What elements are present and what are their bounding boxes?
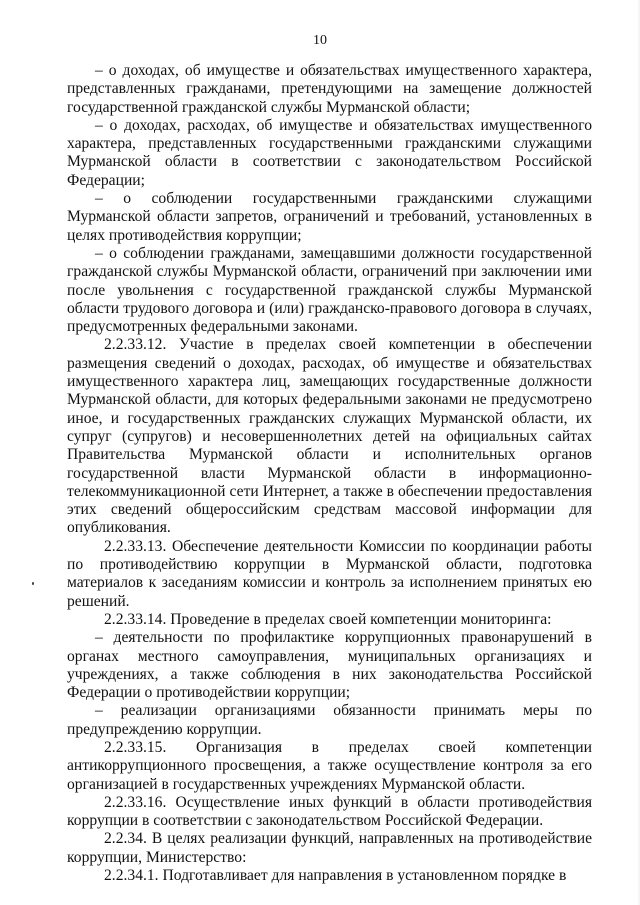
paragraph-clause-2-2-33-14: 2.2.33.14. Проведение в пределах своей компетенции мониторинга:: [104, 610, 552, 628]
paragraph-clause-2-2-33-16: 2.2.33.16. Осуществление иных функций в области противодействия коррупции в соответствии с законодательством Российской Федерации.: [67, 793, 592, 830]
paragraph-dash-item: – о доходах, об имуществе и обязательствах имущественного характера, представленных гражданами, претендующими на замещение должностей государственной гражданской службы Мурманской области;: [67, 62, 592, 116]
paragraph-clause-2-2-34-1: 2.2.34.1. Подготавливает для направления в установленном порядке в: [104, 867, 567, 885]
document-body: [67, 62, 592, 885]
paragraph-dash-item: – о соблюдении гражданами, замещавшими должности государственной гражданской службы Мурманской области, ограничений при заключении ими после увольнения с государственной гражданской службы Мурманской области трудового договора и (или) гражданско-правового договора в случаях, предусмотренных федеральными законами.: [67, 244, 592, 336]
paragraph-dash-item: – о соблюдении государственными гражданскими служащими Мурманской области запретов, ограничений и требований, установленных в целях противодействия коррупции;: [67, 190, 592, 244]
paragraph-dash-item: – деятельности по профилактике коррупционных правонарушений в органах местного самоуправления, муниципальных организациях и учреждениях, а также соблюдения в них законодательства Российской Федерации о противодействии коррупции;: [67, 629, 592, 702]
page-number: 10: [313, 33, 327, 48]
paragraph-clause-2-2-33-15: 2.2.33.15. Организация в пределах своей компетенции антикоррупционного просвещения, а также осуществление контроля за его организацией в государственных учреждениях Мурманской области.: [67, 738, 592, 793]
paragraph-clause-2-2-33-12: 2.2.33.12. Участие в пределах своей компетенции в обеспечении размещения сведений о доходах, расходах, об имуществе и обязательствах имущественного характера лиц, замещающих государственные должности Мурманской области, для которых федеральными законами не предусмотрено иное, и государственных гражданских служащих Мурманской области, их супруг (супругов) и несовершеннолетних детей на официальных сайтах Правительства Мурманской области и исполнительных органов государственной власти Мурманской области в информационно-телекоммуникационной сети Интернет, а также в обеспечении предоставления этих сведений общероссийским средствам массовой информации для опубликования.: [67, 336, 592, 537]
scan-speck: [32, 582, 34, 585]
paragraph-clause-2-2-33-13: 2.2.33.13. Обеспечение деятельности Комиссии по координации работы по противодействию коррупции в Мурманской области, подготовка материалов к заседаниям комиссии и контроль за исполнением принятых ею решений.: [67, 537, 592, 610]
paragraph-clause-2-2-34: 2.2.34. В целях реализации функций, направленных на противодействие коррупции, Министерство:: [67, 830, 592, 866]
paragraph-dash-item: – реализации организациями обязанности принимать меры по предупреждению коррупции.: [67, 702, 592, 738]
paragraph-dash-item: – о доходах, расходах, об имуществе и обязательствах имущественного характера, представленных государственными гражданскими служащими Мурманской области в соответствии с законодательством Российской Федерации;: [67, 116, 592, 189]
